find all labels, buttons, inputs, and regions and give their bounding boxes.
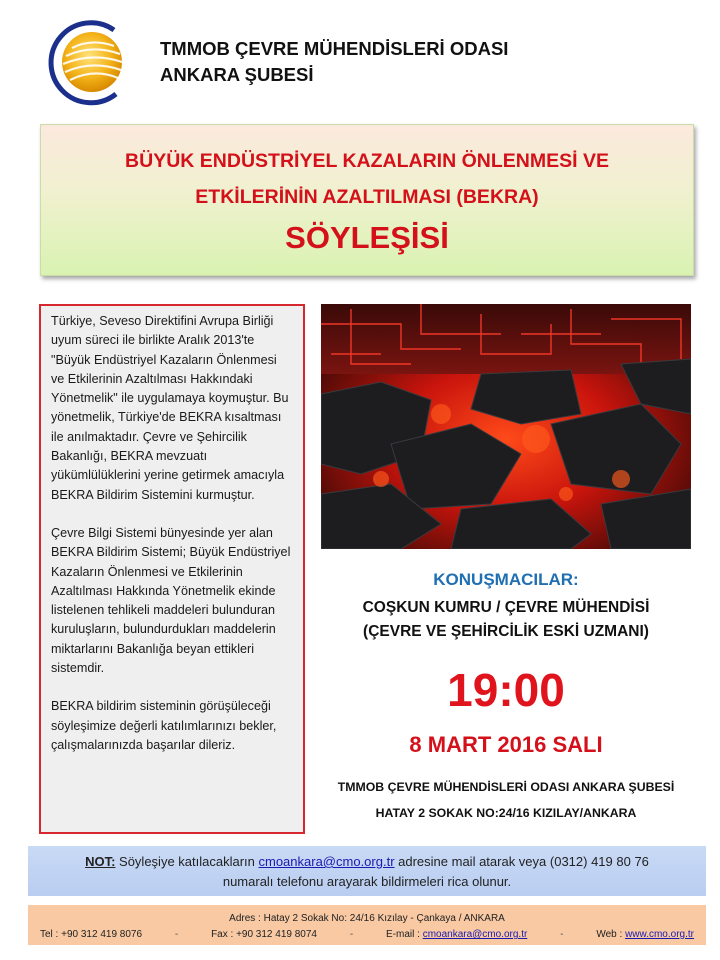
event-date: 8 MART 2016 SALI	[409, 732, 603, 757]
speakers-heading: KONUŞMACILAR:	[433, 570, 579, 589]
footer-email-link[interactable]: cmoankara@cmo.org.tr	[422, 929, 528, 940]
org-line-2: ANKARA ŞUBESİ	[160, 64, 314, 85]
event-time: 19:00	[447, 664, 565, 716]
description-paragraph-2: Çevre Bilgi Sistemi bünyesinde yer alan BEKRA Bildirim Sistemi; Büyük Endüstriyel Kazaların Önlenmesi ve Etkilerinin Azaltılması Hakkında Yönetmelik ekinde listelenen tehlikeli maddeleri bulunduran kuruluşların, bulundurdukları maddelerin miktarlarını Bakanlığa beyan ettikleri sistemdir.	[51, 525, 291, 676]
speaker-role: (ÇEVRE VE ŞEHİRCİLİK ESKİ UZMANI)	[363, 623, 649, 640]
venue-address: HATAY 2 SOKAK NO:24/16 KIZILAY/ANKARA	[375, 806, 637, 820]
footer-email-label: E-mail :	[386, 929, 423, 940]
footer-contact-row	[28, 927, 706, 943]
footer-separator: -	[349, 929, 354, 940]
organization-name	[160, 36, 508, 88]
venue-name: TMMOB ÇEVRE MÜHENDİSLERİ ODASI ANKARA ŞUBESİ	[337, 780, 675, 794]
description-box	[39, 304, 305, 834]
footer-web	[596, 927, 694, 943]
tmmob-cmo-logo-icon	[44, 16, 136, 108]
note-line-2: numaralı telefonu arayarak bildirmeleri rica olunur.	[222, 874, 512, 889]
footer-tel: Tel : +90 312 419 8076	[40, 929, 143, 940]
footer-separator: -	[560, 929, 564, 940]
note-label: NOT:	[85, 854, 116, 869]
title-box	[40, 124, 694, 276]
title-line-1: BÜYÜK ENDÜSTRİYEL KAZALARIN ÖNLENMESİ VE	[125, 150, 609, 172]
footer-fax: Fax : +90 312 419 8074	[211, 929, 317, 940]
note-text-after: adresine mail atarak veya (0312) 419 80 76	[394, 854, 649, 869]
contact-footer	[28, 905, 706, 945]
description-paragraph-1: Türkiye, Seveso Direktifini Avrupa Birliği uyum süreci ile birlikte Aralık 2013'te "Büyük Endüstriyel Kazaların Önlenmesi ve Etkilerinin Azaltılması Hakkındaki Yönetmelik" ile uygulamaya koymuştur. Bu yönetmelik, Türkiye'de BEKRA kısaltması ile anılmaktadır. Çevre ve Şehircilik Bakanlığı, BEKRA mevzuatı yükümlülüklerini yerine getirmek amacıyla BEKRA Bildirim Sistemini kurmuştur.	[51, 314, 289, 502]
note-line-1	[28, 852, 706, 872]
burning-coal-image	[321, 304, 691, 549]
note-email-link[interactable]: cmoankara@cmo.org.tr	[258, 854, 395, 869]
footer-separator: -	[174, 929, 179, 940]
footer-email	[386, 927, 527, 943]
note-text-before: Söyleşiye katılacakların	[115, 854, 259, 869]
footer-address: Adres : Hatay 2 Sokak No: 24/16 Kızılay - Çankaya / ANKARA	[229, 913, 505, 924]
title-line-3: SÖYLEŞİSİ	[285, 220, 449, 255]
description-paragraph-3: BEKRA bildirim sisteminin görüşüleceği söyleşimize değerli katılımlarınızı bekler, çalışmalarınızda başarılar dileriz.	[51, 699, 277, 752]
speaker-name: COŞKUN KUMRU / ÇEVRE MÜHENDİSİ	[362, 599, 650, 616]
footer-web-link[interactable]: www.cmo.org.tr	[625, 929, 694, 940]
footer-web-label: Web :	[596, 929, 626, 940]
org-line-1: TMMOB ÇEVRE MÜHENDİSLERİ ODASI	[160, 38, 509, 59]
note-bar	[28, 846, 706, 896]
title-line-2: ETKİLERİNİN AZALTILMASI (BEKRA)	[195, 186, 539, 208]
